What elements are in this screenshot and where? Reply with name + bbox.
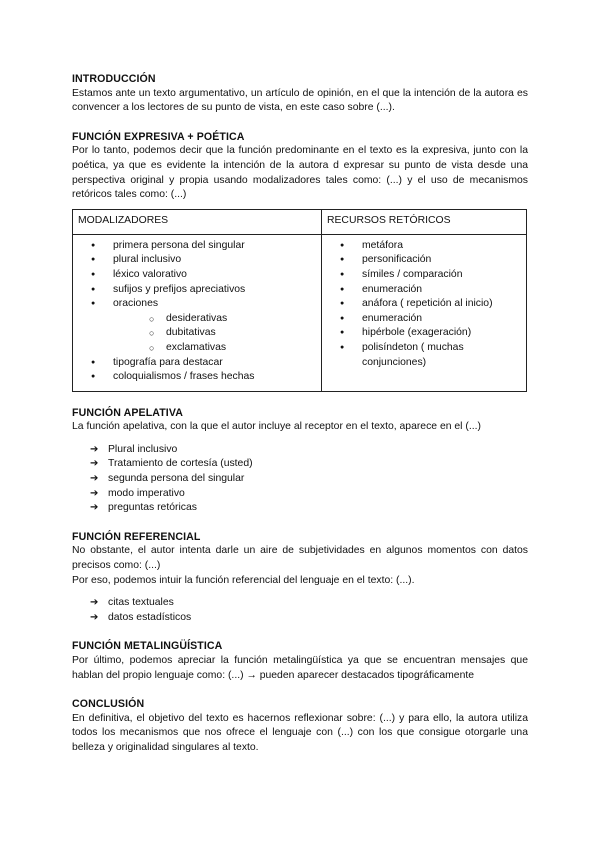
list-item: ● polisíndeton ( muchas conjunciones) [340,341,522,370]
list-item: ● metáfora [340,239,522,254]
section-text: En definitiva, el objetivo del texto es hacernos reflexionar sobre: (...) y para ello, la autora utiliza todos los mecanismos que nos ofrece el lenguaje con (...) con los que consigue otorgarle una belleza y originalidad singulares al texto. [72,712,528,753]
list-item: ● tipografía para destacar [91,356,317,371]
list-item: ● enumeración [340,312,522,327]
list-item: ➔ segunda persona del singular [90,472,528,487]
section-text: Por eso, podemos intuir la función referencial del lenguaje en el texto: (...). [72,574,415,586]
section-text: La función apelativa, con la que el autor incluye al receptor en el texto, aparece en el (...) [72,421,481,433]
oraciones-sublist [113,312,317,356]
section-funcion-metalinguistica [72,639,528,683]
list-item: ➔ modo imperativo [90,487,528,502]
apelativa-list [90,443,528,516]
section-text: Estamos ante un texto argumentativo, un artículo de opinión, en el que la intención de la autora es convencer a los lectores de su punto de vista, en este caso sobre (...). [72,87,528,114]
list-item: ➔ citas textuales [90,596,528,611]
modalizadores-list [91,239,317,385]
recursos-table [72,209,527,392]
table-body-row [73,234,527,391]
list-item: ➔ preguntas retóricas [90,501,528,516]
list-item: ● anáfora ( repetición al inicio) [340,297,522,312]
section-text: Por lo tanto, podemos decir que la función predominante en el texto es la expresiva, junto con la poética, ya que es evidente la intención de la autora d expresar su punto de vista desde una perspectiva original y propia usando modalizadores tales como: (...) y el uso de mecanismos retóricos tales como: (...) [72,145,528,201]
list-item: ➔ Tratamiento de cortesía (usted) [90,457,528,472]
section-funcion-referencial [72,530,528,626]
list-item: ➔ Plural inclusivo [90,443,528,458]
header-modalizadores: MODALIZADORES [73,209,322,234]
list-item: ● plural inclusivo [91,253,317,268]
referencial-list [90,596,528,625]
list-item: ● hipérbole (exageración) [340,326,522,341]
section-title: CONCLUSIÓN [72,698,145,711]
list-item: ● sufijos y prefijos apreciativos [91,283,317,298]
table-header-row [73,209,527,234]
list-item-oraciones [91,297,317,355]
section-title: INTRODUCCIÓN [72,73,156,85]
list-item: ● enumeración [340,283,522,298]
sublist-item: ○ dubitativas [149,326,317,341]
modalizadores-cell [73,234,322,391]
list-item: ➔ datos estadísticos [90,611,528,626]
section-title: FUNCIÓN METALINGÜÍSTICA [72,640,223,653]
list-item: ● símiles / comparación [340,268,522,283]
section-title: FUNCIÓN REFERENCIAL [72,530,201,543]
list-item: ● primera persona del singular [91,239,317,254]
section-funcion-apelativa [72,406,528,516]
sublist-item: ○ desiderativas [149,312,317,327]
list-item: ● coloquialismos / frases hechas [91,370,317,385]
sublist-item: ○ exclamativas [149,341,317,356]
section-text: Por último, podemos apreciar la función metalingüística ya que se encuentran mensajes que hablan del propio lenguaje como: (...) → pueden aparecer destacados tipográficamente [72,655,528,681]
list-item: ● léxico valorativo [91,268,317,283]
section-text: No obstante, el autor intenta darle un aire de subjetividades en algunos momentos con datos precisos como: (...) [72,545,528,572]
list-item: ● personificación [340,253,522,268]
section-title: FUNCIÓN APELATIVA [72,406,183,419]
header-recursos-retoricos: RECURSOS RETÓRICOS [322,209,527,234]
section-introduccion [72,72,528,116]
section-funcion-expresiva [72,130,528,203]
recursos-list [340,239,522,370]
recursos-cell [322,234,527,391]
list-item-label: oraciones [113,298,159,310]
section-conclusion [72,697,528,755]
section-title: FUNCIÓN EXPRESIVA + POÉTICA [72,130,245,143]
